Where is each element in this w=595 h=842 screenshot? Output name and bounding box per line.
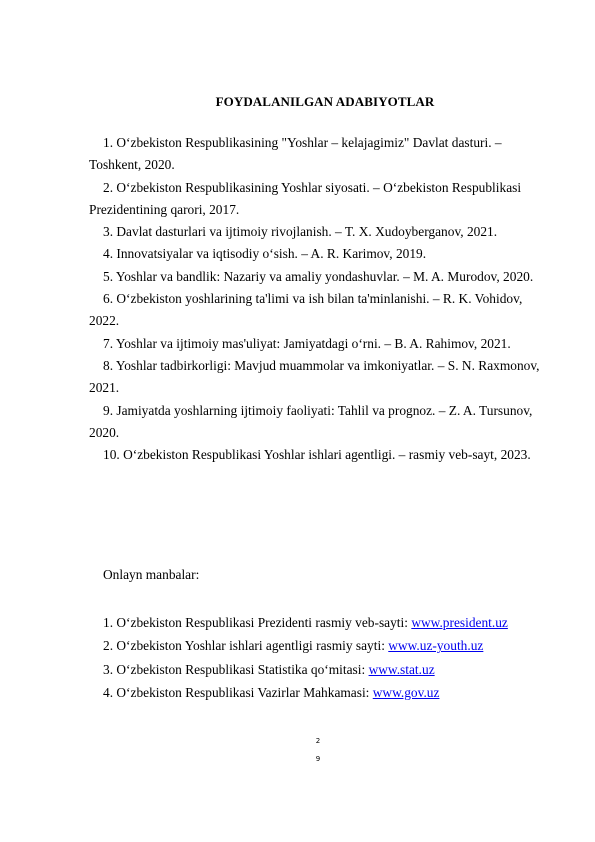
reference-item-5: 5. Yoshlar va bandlik: Nazariy va amaliy yondashuvlar. – M. A. Murodov, 2020.: [103, 268, 534, 284]
reference-list: [89, 132, 549, 466]
statistics-site-link[interactable]: www.stat.uz: [368, 661, 435, 677]
youth-agency-site-link[interactable]: www.uz-youth.uz: [388, 638, 484, 654]
online-source-text: 1. O‘zbekiston Respublikasi Prezidenti rasmiy veb-sayti:: [103, 615, 412, 630]
reference-item-2: 2. O‘zbekiston Respublikasining Yoshlar siyosati. – O‘zbekiston Respublikasi Prezidentining qarori, 2017.: [89, 179, 522, 217]
online-source-text: 4. O‘zbekiston Respublikasi Vazirlar Mahkamasi:: [103, 684, 373, 700]
online-source-item-1: [103, 611, 563, 634]
reference-item-9: 9. Jamiyatda yoshlarning ijtimoiy faoliyati: Tahlil va prognoz. – Z. A. Tursunov, 2020.: [89, 402, 533, 440]
online-source-item-2: [103, 634, 563, 657]
online-source-list: [103, 611, 563, 704]
reference-item-6: 6. O‘zbekiston yoshlarining ta'limi va ish bilan ta'minlanishi. – R. K. Vohidov, 2022.: [89, 291, 523, 329]
online-source-text: 2. O‘zbekiston Yoshlar ishlari agentligi rasmiy sayti:: [103, 638, 389, 654]
online-source-item-4: [103, 681, 563, 704]
reference-item-10: 10. O‘zbekiston Respublikasi Yoshlar ishlari agentligi. – rasmiy veb-sayt, 2023.: [103, 447, 531, 463]
online-sources-heading: Onlayn manbalar:: [103, 567, 200, 582]
online-source-item-3: [103, 658, 563, 681]
president-site-link[interactable]: www.president.uz: [411, 615, 508, 630]
reference-item-8: 8. Yoshlar tadbirkorligi: Mavjud muammolar va imkoniyatlar. – S. N. Raxmonov, 2021.: [89, 357, 540, 396]
online-source-text: 3. O‘zbekiston Respublikasi Statistika qo‘mitasi:: [103, 661, 369, 677]
page-number-digit-1: 2: [315, 737, 321, 745]
page-number-digit-2: 9: [315, 755, 321, 763]
reference-item-4: 4. Innovatsiyalar va iqtisodiy o‘sish. – A. R. Karimov, 2019.: [103, 246, 427, 262]
reference-item-1: 1. O‘zbekiston Respublikasining "Yoshlar – kelajagimiz" Davlat dasturi. – Toshkent, 2020.: [89, 135, 502, 173]
government-site-link[interactable]: www.gov.uz: [372, 684, 440, 700]
reference-item-3: 3. Davlat dasturlari va ijtimoiy rivojlanish. – T. X. Xudoyberganov, 2021.: [103, 224, 498, 240]
page-title: FOYDALANILGAN ADABIYOTLAR: [215, 94, 435, 109]
reference-item-7: 7. Yoshlar va ijtimoiy mas'uliyat: Jamiyatdagi o‘rni. – B. A. Rahimov, 2021.: [103, 335, 511, 351]
